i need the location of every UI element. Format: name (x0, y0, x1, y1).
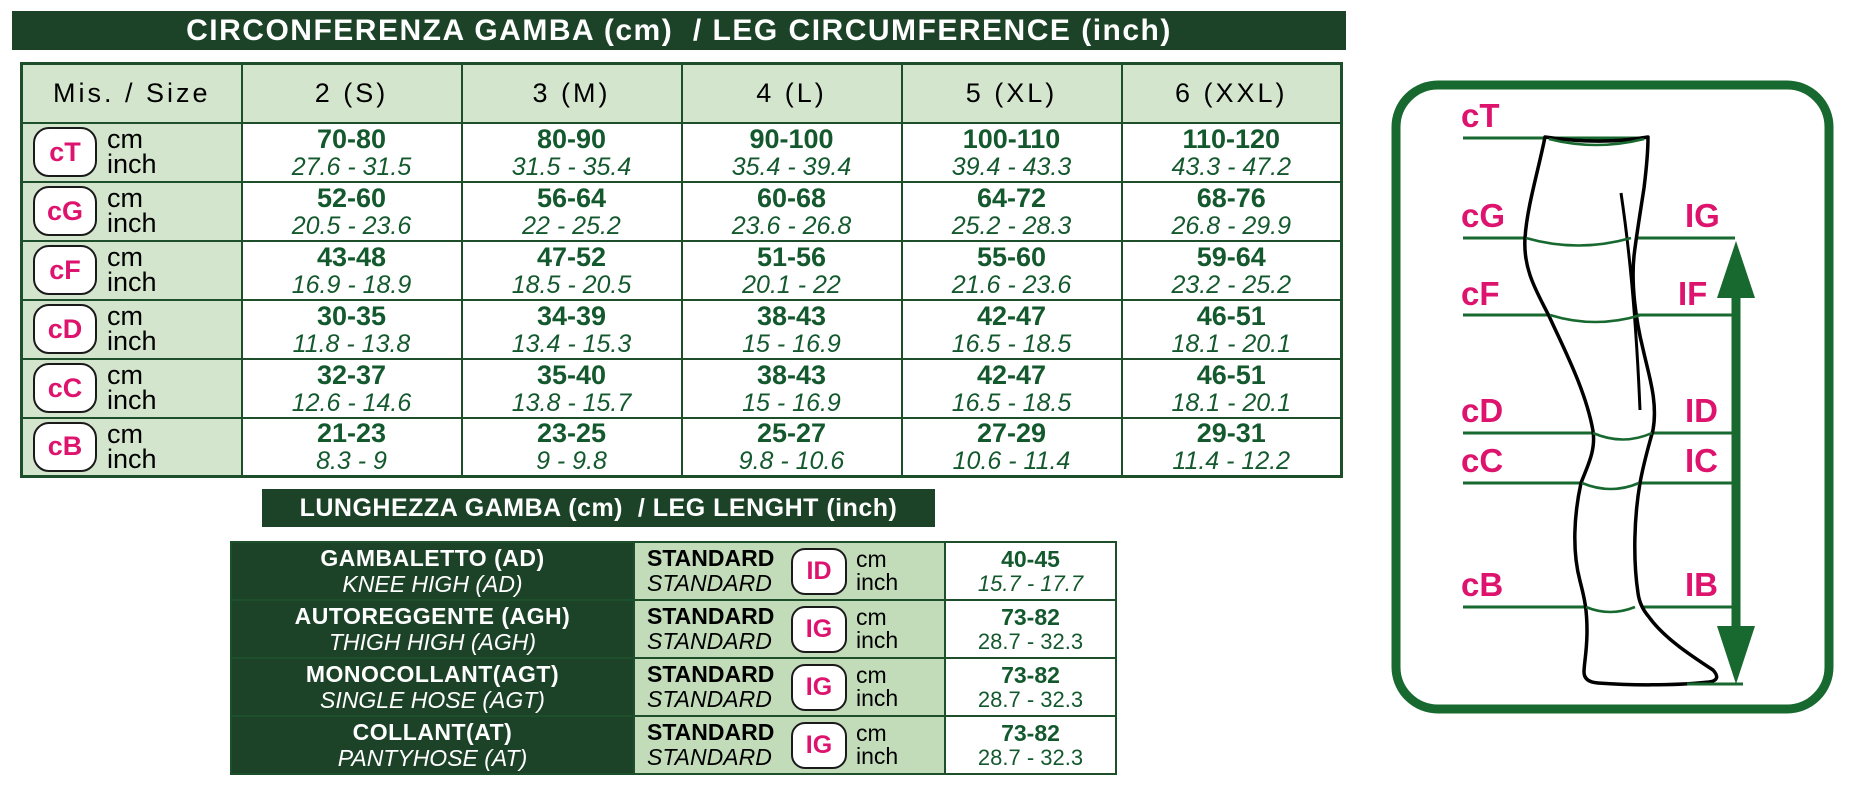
cell-cB-m: 23-25 9 - 9.8 (462, 418, 682, 477)
cell-cF-m: 47-52 18.5 - 20.5 (462, 241, 682, 300)
diagram-label-cB: cB (1461, 566, 1504, 603)
cell-cG-m: 56-64 22 - 25.2 (462, 182, 682, 241)
table-row-cF (22, 241, 1342, 300)
length-name-single-hose: MONOCOLLANT(AGT) SINGLE HOSE (AGT) (231, 658, 634, 716)
cell-cC-l: 38-43 15 - 16.9 (682, 359, 902, 418)
col-header-s: 2 (S) (242, 64, 462, 123)
diagram-label-cF: cF (1461, 275, 1500, 312)
length-value-thigh-high: 73-82 28.7 - 32.3 (945, 600, 1116, 658)
table-row-cC (22, 359, 1342, 418)
cell-cC-xl: 42-47 16.5 - 18.5 (902, 359, 1122, 418)
cell-cB-xl: 27-29 10.6 - 11.4 (902, 418, 1122, 477)
length-row-thigh-high (231, 600, 1116, 658)
cell-cF-xl: 55-60 21.6 - 23.6 (902, 241, 1122, 300)
length-standard-single-hose: STANDARD STANDARD IG cm inch (634, 658, 945, 716)
diagram-label-cG: cG (1461, 197, 1506, 234)
diagram-label-IB: IB (1685, 566, 1718, 603)
cell-cF-s: 43-48 16.9 - 18.9 (242, 241, 462, 300)
row-head-cF: cF cm inch (22, 241, 242, 300)
cell-cG-s: 52-60 20.5 - 23.6 (242, 182, 462, 241)
IG-badge: IG (791, 722, 847, 769)
length-banner: LUNGHEZZA GAMBA (cm) / LEG LENGHT (inch) (262, 489, 935, 527)
diagram-label-IF: IF (1678, 275, 1708, 312)
table-row-cB (22, 418, 1342, 477)
diagram-label-IG: IG (1685, 197, 1720, 234)
leg-measurement-diagram (1391, 80, 1834, 714)
length-row-pantyhose (231, 716, 1116, 774)
cell-cC-m: 35-40 13.8 - 15.7 (462, 359, 682, 418)
table-row-cG (22, 182, 1342, 241)
cD-badge: cD (33, 304, 97, 354)
IG-badge: IG (791, 606, 847, 653)
diagram-label-ID: ID (1685, 392, 1718, 429)
length-row-knee-high (231, 542, 1116, 600)
cell-cT-l: 90-100 35.4 - 39.4 (682, 123, 902, 182)
length-name-pantyhose: COLLANT(AT) PANTYHOSE (AT) (231, 716, 634, 774)
col-header-xxl: 6 (XXL) (1122, 64, 1342, 123)
length-value-pantyhose: 73-82 28.7 - 32.3 (945, 716, 1116, 774)
row-head-cT: cT cm inch (22, 123, 242, 182)
cF-badge: cF (33, 245, 97, 295)
cell-cT-s: 70-80 27.6 - 31.5 (242, 123, 462, 182)
size-header-row (22, 64, 1342, 123)
cell-cB-l: 25-27 9.8 - 10.6 (682, 418, 902, 477)
cell-cD-m: 34-39 13.4 - 15.3 (462, 300, 682, 359)
col-header-m: 3 (M) (462, 64, 682, 123)
cell-cT-xxl: 110-120 43.3 - 47.2 (1122, 123, 1342, 182)
cell-cD-s: 30-35 11.8 - 13.8 (242, 300, 462, 359)
cG-badge: cG (33, 186, 97, 236)
length-name-thigh-high: AUTOREGGENTE (AGH) THIGH HIGH (AGH) (231, 600, 634, 658)
diagram-label-cD: cD (1461, 392, 1504, 429)
cell-cD-xl: 42-47 16.5 - 18.5 (902, 300, 1122, 359)
cB-badge: cB (33, 422, 97, 472)
cell-cG-xxl: 68-76 26.8 - 29.9 (1122, 182, 1342, 241)
diagram-label-IC: IC (1685, 442, 1718, 479)
diagram-label-cC: cC (1461, 442, 1504, 479)
cell-cG-xl: 64-72 25.2 - 28.3 (902, 182, 1122, 241)
row-head-cG: cG cm inch (22, 182, 242, 241)
length-standard-pantyhose: STANDARD STANDARD IG cm inch (634, 716, 945, 774)
length-name-knee-high: GAMBALETTO (AD) KNEE HIGH (AD) (231, 542, 634, 600)
ID-badge: ID (791, 548, 847, 595)
corner-cell: Mis. / Size (22, 64, 242, 123)
circumference-banner: CIRCONFERENZA GAMBA (cm) / LEG CIRCUMFERENCE (inch) (12, 11, 1346, 50)
table-row-cD (22, 300, 1342, 359)
length-row-single-hose (231, 658, 1116, 716)
cell-cG-l: 60-68 23.6 - 26.8 (682, 182, 902, 241)
row-head-cB: cB cm inch (22, 418, 242, 477)
IG-badge: IG (791, 664, 847, 711)
cell-cD-l: 38-43 15 - 16.9 (682, 300, 902, 359)
col-header-l: 4 (L) (682, 64, 902, 123)
row-head-cD: cD cm inch (22, 300, 242, 359)
leg-circumference-table (20, 62, 1343, 478)
diagram-label-cT: cT (1461, 97, 1500, 134)
length-value-single-hose: 73-82 28.7 - 32.3 (945, 658, 1116, 716)
cell-cT-m: 80-90 31.5 - 35.4 (462, 123, 682, 182)
cell-cC-xxl: 46-51 18.1 - 20.1 (1122, 359, 1342, 418)
cell-cC-s: 32-37 12.6 - 14.6 (242, 359, 462, 418)
cell-cF-l: 51-56 20.1 - 22 (682, 241, 902, 300)
col-header-xl: 5 (XL) (902, 64, 1122, 123)
cell-cB-s: 21-23 8.3 - 9 (242, 418, 462, 477)
leg-diagram-drawing (1391, 80, 1834, 714)
row-head-cC: cC cm inch (22, 359, 242, 418)
length-standard-thigh-high: STANDARD STANDARD IG cm inch (634, 600, 945, 658)
cell-cD-xxl: 46-51 18.1 - 20.1 (1122, 300, 1342, 359)
cC-badge: cC (33, 363, 97, 413)
leg-length-table (230, 541, 1117, 775)
length-value-knee-high: 40-45 15.7 - 17.7 (945, 542, 1116, 600)
cell-cB-xxl: 29-31 11.4 - 12.2 (1122, 418, 1342, 477)
cell-cF-xxl: 59-64 23.2 - 25.2 (1122, 241, 1342, 300)
cT-badge: cT (33, 127, 97, 177)
length-standard-knee-high: STANDARD STANDARD ID cm inch (634, 542, 945, 600)
table-row-cT (22, 123, 1342, 182)
cell-cT-xl: 100-110 39.4 - 43.3 (902, 123, 1122, 182)
